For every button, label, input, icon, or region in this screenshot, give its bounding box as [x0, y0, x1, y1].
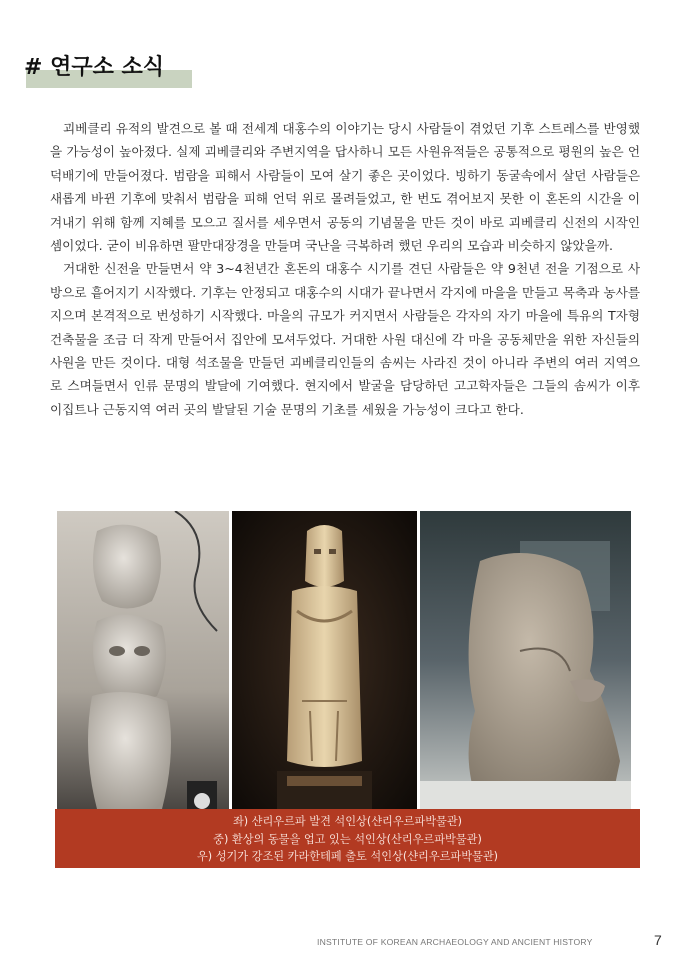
photo-left-statue — [57, 511, 229, 809]
caption-line-right: 우) 성기가 강조된 카라한테페 출토 석인상(샨리우르파박물관) — [196, 850, 499, 863]
paragraph-1: 괴베클리 유적의 발견으로 볼 때 전세계 대홍수의 이야기는 당시 사람들이 겪었던 기후 스트레스를 반영했을 가능성이 높아졌다. 실제 괴베클리와 주변지역을 답사하니 모든 사원유적들은 공통적으로 평원의 높은 언덕배기에 만들어졌다. 범람을 피해서 사람들이 모여 살기 좋은 곳이었다. 빙하기 동굴속에서 살던 사람들은 새롭게 바뀐 기후에 맞춰서 범람을 피해 언덕 위로 몰려들었고, 한 번도 겪어보지 못한 이 혼돈의 시간을 이겨내기 위해 함께 지혜를 모으고 질서를 세우면서 공동의 기념물을 만든 것이 바로 괴베클리 신전의 시작인 셈이었다. 굳이 비유하면 팔만대장경을 만들며 국난을 극복하려 했던 우리의 모습과 비슷하지 않았을까. — [50, 121, 640, 254]
footer-institute: INSTITUTE OF KOREAN ARCHAEOLOGY AND ANCIENT HISTORY — [317, 937, 593, 947]
caption-line-left: 좌) 샨리우르파 발견 석인상(샨리우르파박물관) — [232, 815, 463, 828]
page-title: # 연구소 소식 — [24, 55, 165, 80]
paragraph-2: 거대한 신전을 만들면서 약 3~4천년간 혼돈의 대홍수 시기를 견딘 사람들은 약 9천년 전을 기점으로 사방으로 흩어지기 시작했다. 기후는 안정되고 대홍수의 시대가 끝나면서 각지에 마을을 만들고 목축과 농사를 지으며 본격적으로 번성하기 시작했다. 마을의 규모가 커지면서 사람들은 각자의 자기 마을에 특유의 T자형 건축물을 조금 더 작게 만들어서 집안에 모셔두었다. 거대한 사원 대신에 각 마을 공동체만을 위한 자신들의 사원을 만든 것이다. 대형 석조물을 만들던 괴베클리인들의 솜씨는 사라진 것이 아니라 주변의 여러 지역으로 스며들면서 인류 문명의 발달에 기여했다. 현지에서 발굴을 담당하던 고고학자들은 그들의 솜씨가 이후 이집트나 근동지역 여러 곳의 발달된 기술 문명의 기초를 세웠을 가능성이 크다고 한다. — [50, 261, 640, 417]
figure-caption — [55, 809, 640, 868]
page-number: 7 — [654, 932, 662, 948]
photo-strip — [57, 511, 631, 809]
article-body — [50, 117, 640, 421]
caption-line-middle: 중) 환상의 동물을 업고 있는 석인상(산리우르파박물관) — [213, 832, 482, 846]
photo-right-statue — [420, 511, 631, 809]
photo-middle-statue — [232, 511, 417, 809]
